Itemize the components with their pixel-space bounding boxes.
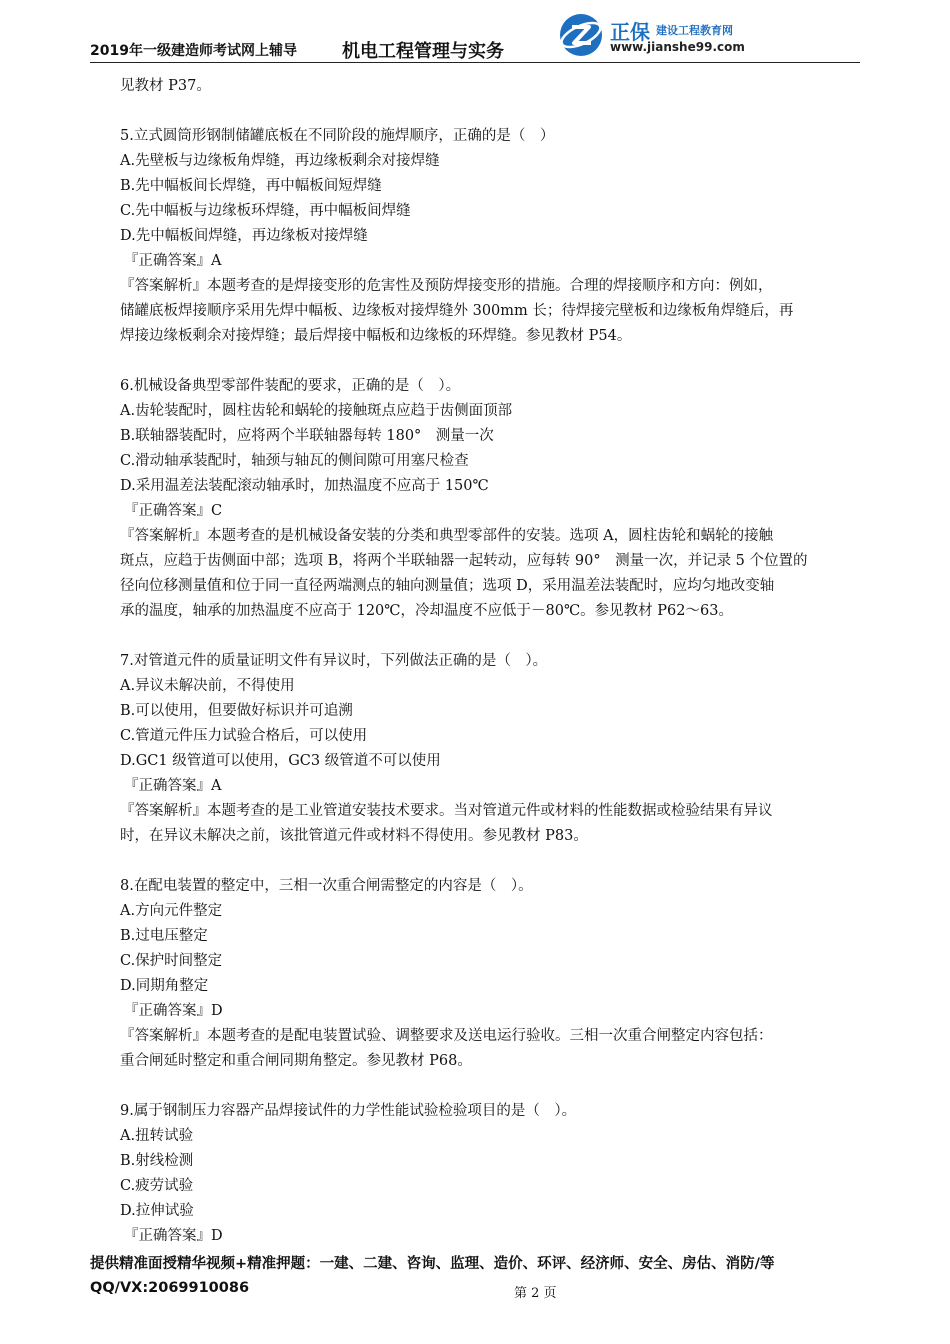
answer-line: 『正确答案』D (124, 1228, 223, 1244)
site-logo[interactable] (558, 10, 858, 60)
page-header (90, 10, 860, 63)
option-line: B.先中幅板间长焊缝，再中幅板间短焊缝 (120, 178, 382, 194)
page-footer (90, 1252, 860, 1301)
analysis-line: 重合闸延时整定和重合闸同期角整定。参见教材 P68。 (120, 1053, 472, 1069)
analysis-line: 径向位移测量值和位于同一直径两端测点的轴向测量值；选项 D，采用温差法装配时，应均匀地改变轴 (120, 578, 775, 594)
option-line: C.疲劳试验 (120, 1178, 194, 1194)
option-line: C.管道元件压力试验合格后，可以使用 (120, 728, 368, 744)
analysis-line: 焊接边缘板剩余对接焊缝；最后焊接中幅板和边缘板的环焊缝。参见教材 P54。 (120, 328, 632, 344)
promo-banner: 提供精准面授精华视频+精准押题：一建、二建、咨询、监理、造价、环评、经济师、安全、房估、消防/等 (90, 1256, 775, 1272)
blank-line (120, 849, 862, 874)
analysis-line: 斑点，应趋于齿侧面中部；选项 B，将两个半联轴器一起转动，应每转 90° 测量一次，并记录 5 个位置的 (120, 553, 808, 569)
option-line: D.采用温差法装配滚动轴承时，加热温度不应高于 150℃ (120, 478, 489, 494)
page-number: 第 2 页 (514, 1286, 557, 1301)
analysis-line: 『答案解析』本题考查的是焊接变形的危害性及预防焊接变形的措施。合理的焊接顺序和方向：例如， (120, 278, 773, 294)
blank-line (120, 1074, 862, 1099)
analysis-line: 时，在异议未解决之前，该批管道元件或材料不得使用。参见教材 P83。 (120, 828, 588, 844)
question-stem: 5.立式圆筒形钢制储罐底板在不同阶段的施焊顺序，正确的是（ ） (120, 128, 555, 144)
answer-line: 『正确答案』A (124, 778, 222, 794)
document-body (120, 74, 862, 1249)
option-line: D.先中幅板间焊缝，再边缘板对接焊缝 (120, 228, 368, 244)
answer-line: 『正确答案』D (124, 1003, 223, 1019)
exam-title: 2019年一级建造师考试网上辅导 (90, 43, 297, 59)
option-line: A.扭转试验 (120, 1128, 194, 1144)
blank-line (120, 624, 862, 649)
option-line: C.滑动轴承装配时，轴颈与轴瓦的侧间隙可用塞尺检查 (120, 453, 469, 469)
logo-tagline: 建设工程教育网 (656, 24, 733, 37)
option-line: B.射线检测 (120, 1153, 194, 1169)
option-line: B.可以使用，但要做好标识并可追溯 (120, 703, 353, 719)
question-stem: 7.对管道元件的质量证明文件有异议时，下列做法正确的是（ ）。 (120, 653, 548, 669)
blank-line (120, 349, 862, 374)
option-line: D.拉伸试验 (120, 1203, 194, 1219)
analysis-line: 承的温度，轴承的加热温度不应高于 120℃，冷却温度不应低于－80℃。参见教材 P62～63。 (120, 603, 733, 619)
analysis-line: 『答案解析』本题考查的是工业管道安装技术要求。当对管道元件或材料的性能数据或检验结果有异议 (120, 803, 773, 819)
logo-url[interactable]: www.jianshe99.com (610, 40, 745, 54)
contact-qq: QQ/VX:2069910086 (90, 1280, 250, 1296)
option-line: D.GC1 级管道可以使用，GC3 级管道不可以使用 (120, 753, 441, 769)
analysis-line: 『答案解析』本题考查的是机械设备安装的分类和典型零部件的安装。选项 A，圆柱齿轮和蜗轮的接触 (120, 528, 774, 544)
option-line: A.异议未解决前，不得使用 (120, 678, 295, 694)
question-stem: 6.机械设备典型零部件装配的要求，正确的是（ ）。 (120, 378, 461, 394)
option-line: B.联轴器装配时，应将两个半联轴器每转 180° 测量一次 (120, 428, 494, 444)
option-line: A.齿轮装配时，圆柱齿轮和蜗轮的接触斑点应趋于齿侧面顶部 (120, 403, 513, 419)
option-line: A.方向元件整定 (120, 903, 223, 919)
option-line: D.同期角整定 (120, 978, 209, 994)
analysis-line: 『答案解析』本题考查的是配电装置试验、调整要求及送电运行验收。三相一次重合闸整定内容包括： (120, 1028, 773, 1044)
option-line: B.过电压整定 (120, 928, 208, 944)
answer-line: 『正确答案』A (124, 253, 222, 269)
blank-line (120, 99, 862, 124)
option-line: A.先壁板与边缘板角焊缝，再边缘板剩余对接焊缝 (120, 153, 440, 169)
question-stem: 9.属于钢制压力容器产品焊接试件的力学性能试验检验项目的是（ ）。 (120, 1103, 577, 1119)
answer-line: 『正确答案』C (124, 503, 223, 519)
logo-emblem-icon (558, 12, 604, 58)
option-line: C.先中幅板与边缘板环焊缝，再中幅板间焊缝 (120, 203, 411, 219)
analysis-line: 储罐底板焊接顺序采用先焊中幅板、边缘板对接焊缝外 300mm 长；待焊接完壁板和边缘板角焊缝后，再 (120, 303, 794, 319)
text-line: 见教材 P37。 (120, 78, 211, 94)
question-stem: 8.在配电装置的整定中，三相一次重合闸需整定的内容是（ ）。 (120, 878, 533, 894)
subject-title: 机电工程管理与实务 (342, 41, 504, 62)
logo-brand: 正保 (610, 20, 650, 44)
option-line: C.保护时间整定 (120, 953, 223, 969)
